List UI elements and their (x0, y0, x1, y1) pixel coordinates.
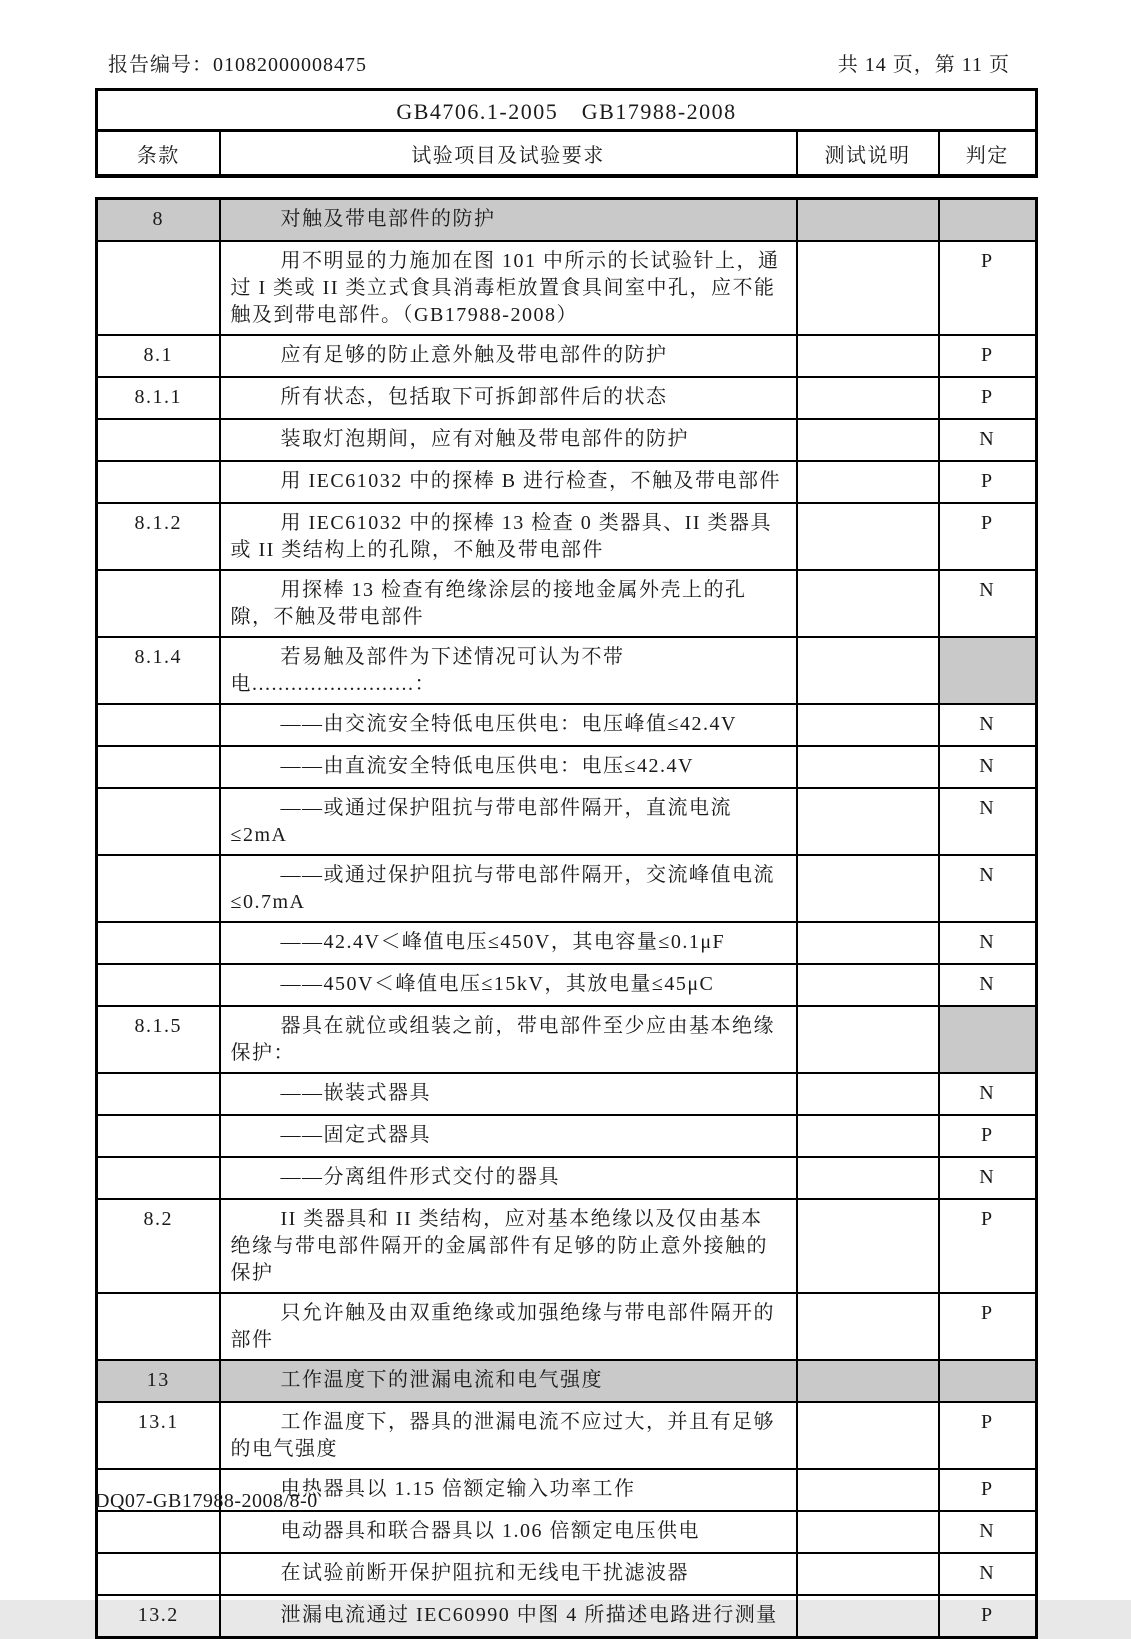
standards-title: GB4706.1-2005 GB17988-2008 (97, 90, 1037, 131)
table-row (97, 1073, 1037, 1115)
column-header-requirement: 试验项目及试验要求 (220, 131, 797, 177)
clause-cell (97, 241, 220, 335)
clause-cell (97, 788, 220, 855)
table-row (97, 704, 1037, 746)
note-cell (797, 199, 939, 242)
note-cell (797, 746, 939, 788)
table-row (97, 1553, 1037, 1595)
verdict-cell: P (939, 1595, 1037, 1638)
clause-cell: 13.2 (97, 1595, 220, 1638)
requirement-cell: ——或通过保护阻抗与带电部件隔开，交流峰值电流≤0.7mA (220, 855, 797, 922)
verdict-cell: N (939, 1553, 1037, 1595)
clause-cell: 8.1.2 (97, 503, 220, 570)
verdict-cell: N (939, 1073, 1037, 1115)
verdict-cell: P (939, 241, 1037, 335)
note-cell (797, 1293, 939, 1360)
note-cell (797, 922, 939, 964)
clause-cell: 13 (97, 1360, 220, 1402)
table-row (97, 637, 1037, 704)
clause-cell (97, 1073, 220, 1115)
clause-cell (97, 419, 220, 461)
clause-cell (97, 704, 220, 746)
requirement-cell: 所有状态，包括取下可拆卸部件后的状态 (220, 377, 797, 419)
verdict-cell: P (939, 377, 1037, 419)
verdict-cell: N (939, 746, 1037, 788)
table-row (97, 964, 1037, 1006)
page-count: 共 14 页，第 11 页 (837, 54, 1010, 76)
clause-cell (97, 964, 220, 1006)
clause-cell (97, 570, 220, 637)
requirement-cell: 在试验前断开保护阻抗和无线电干扰滤波器 (220, 1553, 797, 1595)
report-number: 报告编号：01082000008475 (108, 54, 367, 76)
clause-cell: 8 (97, 199, 220, 242)
requirement-cell: ——嵌装式器具 (220, 1073, 797, 1115)
requirement-cell: ——分离组件形式交付的器具 (220, 1157, 797, 1199)
requirement-cell: ——固定式器具 (220, 1115, 797, 1157)
table-row (97, 1006, 1037, 1073)
clause-cell (97, 1293, 220, 1360)
verdict-cell: P (939, 335, 1037, 377)
verdict-cell: P (939, 1469, 1037, 1511)
note-cell (797, 1402, 939, 1469)
requirement-cell: 器具在就位或组装之前，带电部件至少应由基本绝缘保护： (220, 1006, 797, 1073)
note-cell (797, 377, 939, 419)
column-header-note: 测试说明 (797, 131, 939, 177)
table-row (97, 570, 1037, 637)
requirement-cell: 泄漏电流通过 IEC60990 中图 4 所描述电路进行测量 (220, 1595, 797, 1638)
note-cell (797, 1115, 939, 1157)
requirement-cell: ——或通过保护阻抗与带电部件隔开，直流电流≤2mA (220, 788, 797, 855)
clause-cell: 8.1 (97, 335, 220, 377)
verdict-cell: N (939, 1157, 1037, 1199)
note-cell (797, 241, 939, 335)
note-cell (797, 1199, 939, 1293)
column-header-clause: 条款 (97, 131, 220, 177)
clause-cell (97, 922, 220, 964)
note-cell (797, 788, 939, 855)
note-cell (797, 704, 939, 746)
table-row (97, 1157, 1037, 1199)
table-row (97, 1402, 1037, 1469)
requirement-cell: 应有足够的防止意外触及带电部件的防护 (220, 335, 797, 377)
note-cell (797, 335, 939, 377)
note-cell (797, 570, 939, 637)
table-row (97, 1511, 1037, 1553)
requirement-cell: ——42.4V＜峰值电压≤450V，其电容量≤0.1μF (220, 922, 797, 964)
requirement-cell: 若易触及部件为下述情况可认为不带电.........................： (220, 637, 797, 704)
note-cell (797, 855, 939, 922)
column-header-verdict: 判定 (939, 131, 1037, 177)
requirement-cell: 用 IEC61032 中的探棒 B 进行检查，不触及带电部件 (220, 461, 797, 503)
clause-cell: 8.1.1 (97, 377, 220, 419)
requirement-cell: 电动器具和联合器具以 1.06 倍额定电压供电 (220, 1511, 797, 1553)
verdict-cell: N (939, 704, 1037, 746)
table-row (97, 1115, 1037, 1157)
note-cell (797, 1006, 939, 1073)
note-cell (797, 1595, 939, 1638)
verdict-cell (939, 199, 1037, 242)
section-header-row (97, 1360, 1037, 1402)
clause-cell (97, 461, 220, 503)
verdict-cell (939, 637, 1037, 704)
note-cell (797, 1553, 939, 1595)
requirement-cell: 工作温度下的泄漏电流和电气强度 (220, 1360, 797, 1402)
table-row (97, 1293, 1037, 1360)
note-cell (797, 461, 939, 503)
requirement-cell: II 类器具和 II 类结构，应对基本绝缘以及仅由基本绝缘与带电部件隔开的金属部件有足够的防止意外接触的保护 (220, 1199, 797, 1293)
requirement-cell: 电热器具以 1.15 倍额定输入功率工作 (220, 1469, 797, 1511)
section-header-row (97, 199, 1037, 242)
clause-cell (97, 1553, 220, 1595)
clause-cell: 13.1 (97, 1402, 220, 1469)
verdict-cell (939, 1360, 1037, 1402)
test-items-table (95, 197, 1038, 1639)
verdict-cell: P (939, 503, 1037, 570)
verdict-cell: P (939, 1402, 1037, 1469)
clause-cell (97, 1157, 220, 1199)
verdict-cell: P (939, 1115, 1037, 1157)
page-header (108, 48, 1010, 77)
clause-cell: 8.2 (97, 1199, 220, 1293)
table-row (97, 241, 1037, 335)
requirement-cell: 用探棒 13 检查有绝缘涂层的接地金属外壳上的孔隙，不触及带电部件 (220, 570, 797, 637)
table-row (97, 1199, 1037, 1293)
table-row (97, 855, 1037, 922)
requirement-cell: 工作温度下，器具的泄漏电流不应过大，并且有足够的电气强度 (220, 1402, 797, 1469)
table-row (97, 419, 1037, 461)
verdict-cell: N (939, 788, 1037, 855)
verdict-cell: N (939, 1511, 1037, 1553)
table-row (97, 746, 1037, 788)
clause-cell: 8.1.5 (97, 1006, 220, 1073)
table-row (97, 503, 1037, 570)
verdict-cell: N (939, 964, 1037, 1006)
table-row (97, 377, 1037, 419)
note-cell (797, 1157, 939, 1199)
requirement-cell: ——由直流安全特低电压供电：电压≤42.4V (220, 746, 797, 788)
verdict-cell: N (939, 570, 1037, 637)
verdict-cell: N (939, 419, 1037, 461)
note-cell (797, 419, 939, 461)
note-cell (797, 1073, 939, 1115)
requirement-cell: ——450V＜峰值电压≤15kV，其放电量≤45μC (220, 964, 797, 1006)
verdict-cell: N (939, 922, 1037, 964)
requirement-cell: ——由交流安全特低电压供电：电压峰值≤42.4V (220, 704, 797, 746)
table-row (97, 788, 1037, 855)
note-cell (797, 1469, 939, 1511)
standards-header-table (95, 88, 1038, 178)
document-number: DQ07-GB17988-2008/8-0 (95, 1490, 318, 1512)
clause-cell (97, 1115, 220, 1157)
standards-title-row (97, 90, 1037, 131)
table-row (97, 461, 1037, 503)
requirement-cell: 装取灯泡期间，应有对触及带电部件的防护 (220, 419, 797, 461)
requirement-cell: 只允许触及由双重绝缘或加强绝缘与带电部件隔开的部件 (220, 1293, 797, 1360)
note-cell (797, 964, 939, 1006)
column-header-row (97, 131, 1037, 177)
note-cell (797, 637, 939, 704)
table-row (97, 335, 1037, 377)
note-cell (797, 503, 939, 570)
requirement-cell: 用不明显的力施加在图 101 中所示的长试验针上，通过 I 类或 II 类立式食具消毒柜放置食具间室中孔，应不能触及到带电部件。（GB17988-2008） (220, 241, 797, 335)
table-row (97, 1595, 1037, 1638)
requirement-cell: 对触及带电部件的防护 (220, 199, 797, 242)
clause-cell: 8.1.4 (97, 637, 220, 704)
requirement-cell: 用 IEC61032 中的探棒 13 检查 0 类器具、II 类器具或 II 类结构上的孔隙，不触及带电部件 (220, 503, 797, 570)
clause-cell (97, 855, 220, 922)
verdict-cell: N (939, 855, 1037, 922)
note-cell (797, 1511, 939, 1553)
clause-cell (97, 746, 220, 788)
note-cell (797, 1360, 939, 1402)
clause-cell (97, 1511, 220, 1553)
verdict-cell: P (939, 461, 1037, 503)
verdict-cell (939, 1006, 1037, 1073)
table-row (97, 922, 1037, 964)
verdict-cell: P (939, 1293, 1037, 1360)
verdict-cell: P (939, 1199, 1037, 1293)
